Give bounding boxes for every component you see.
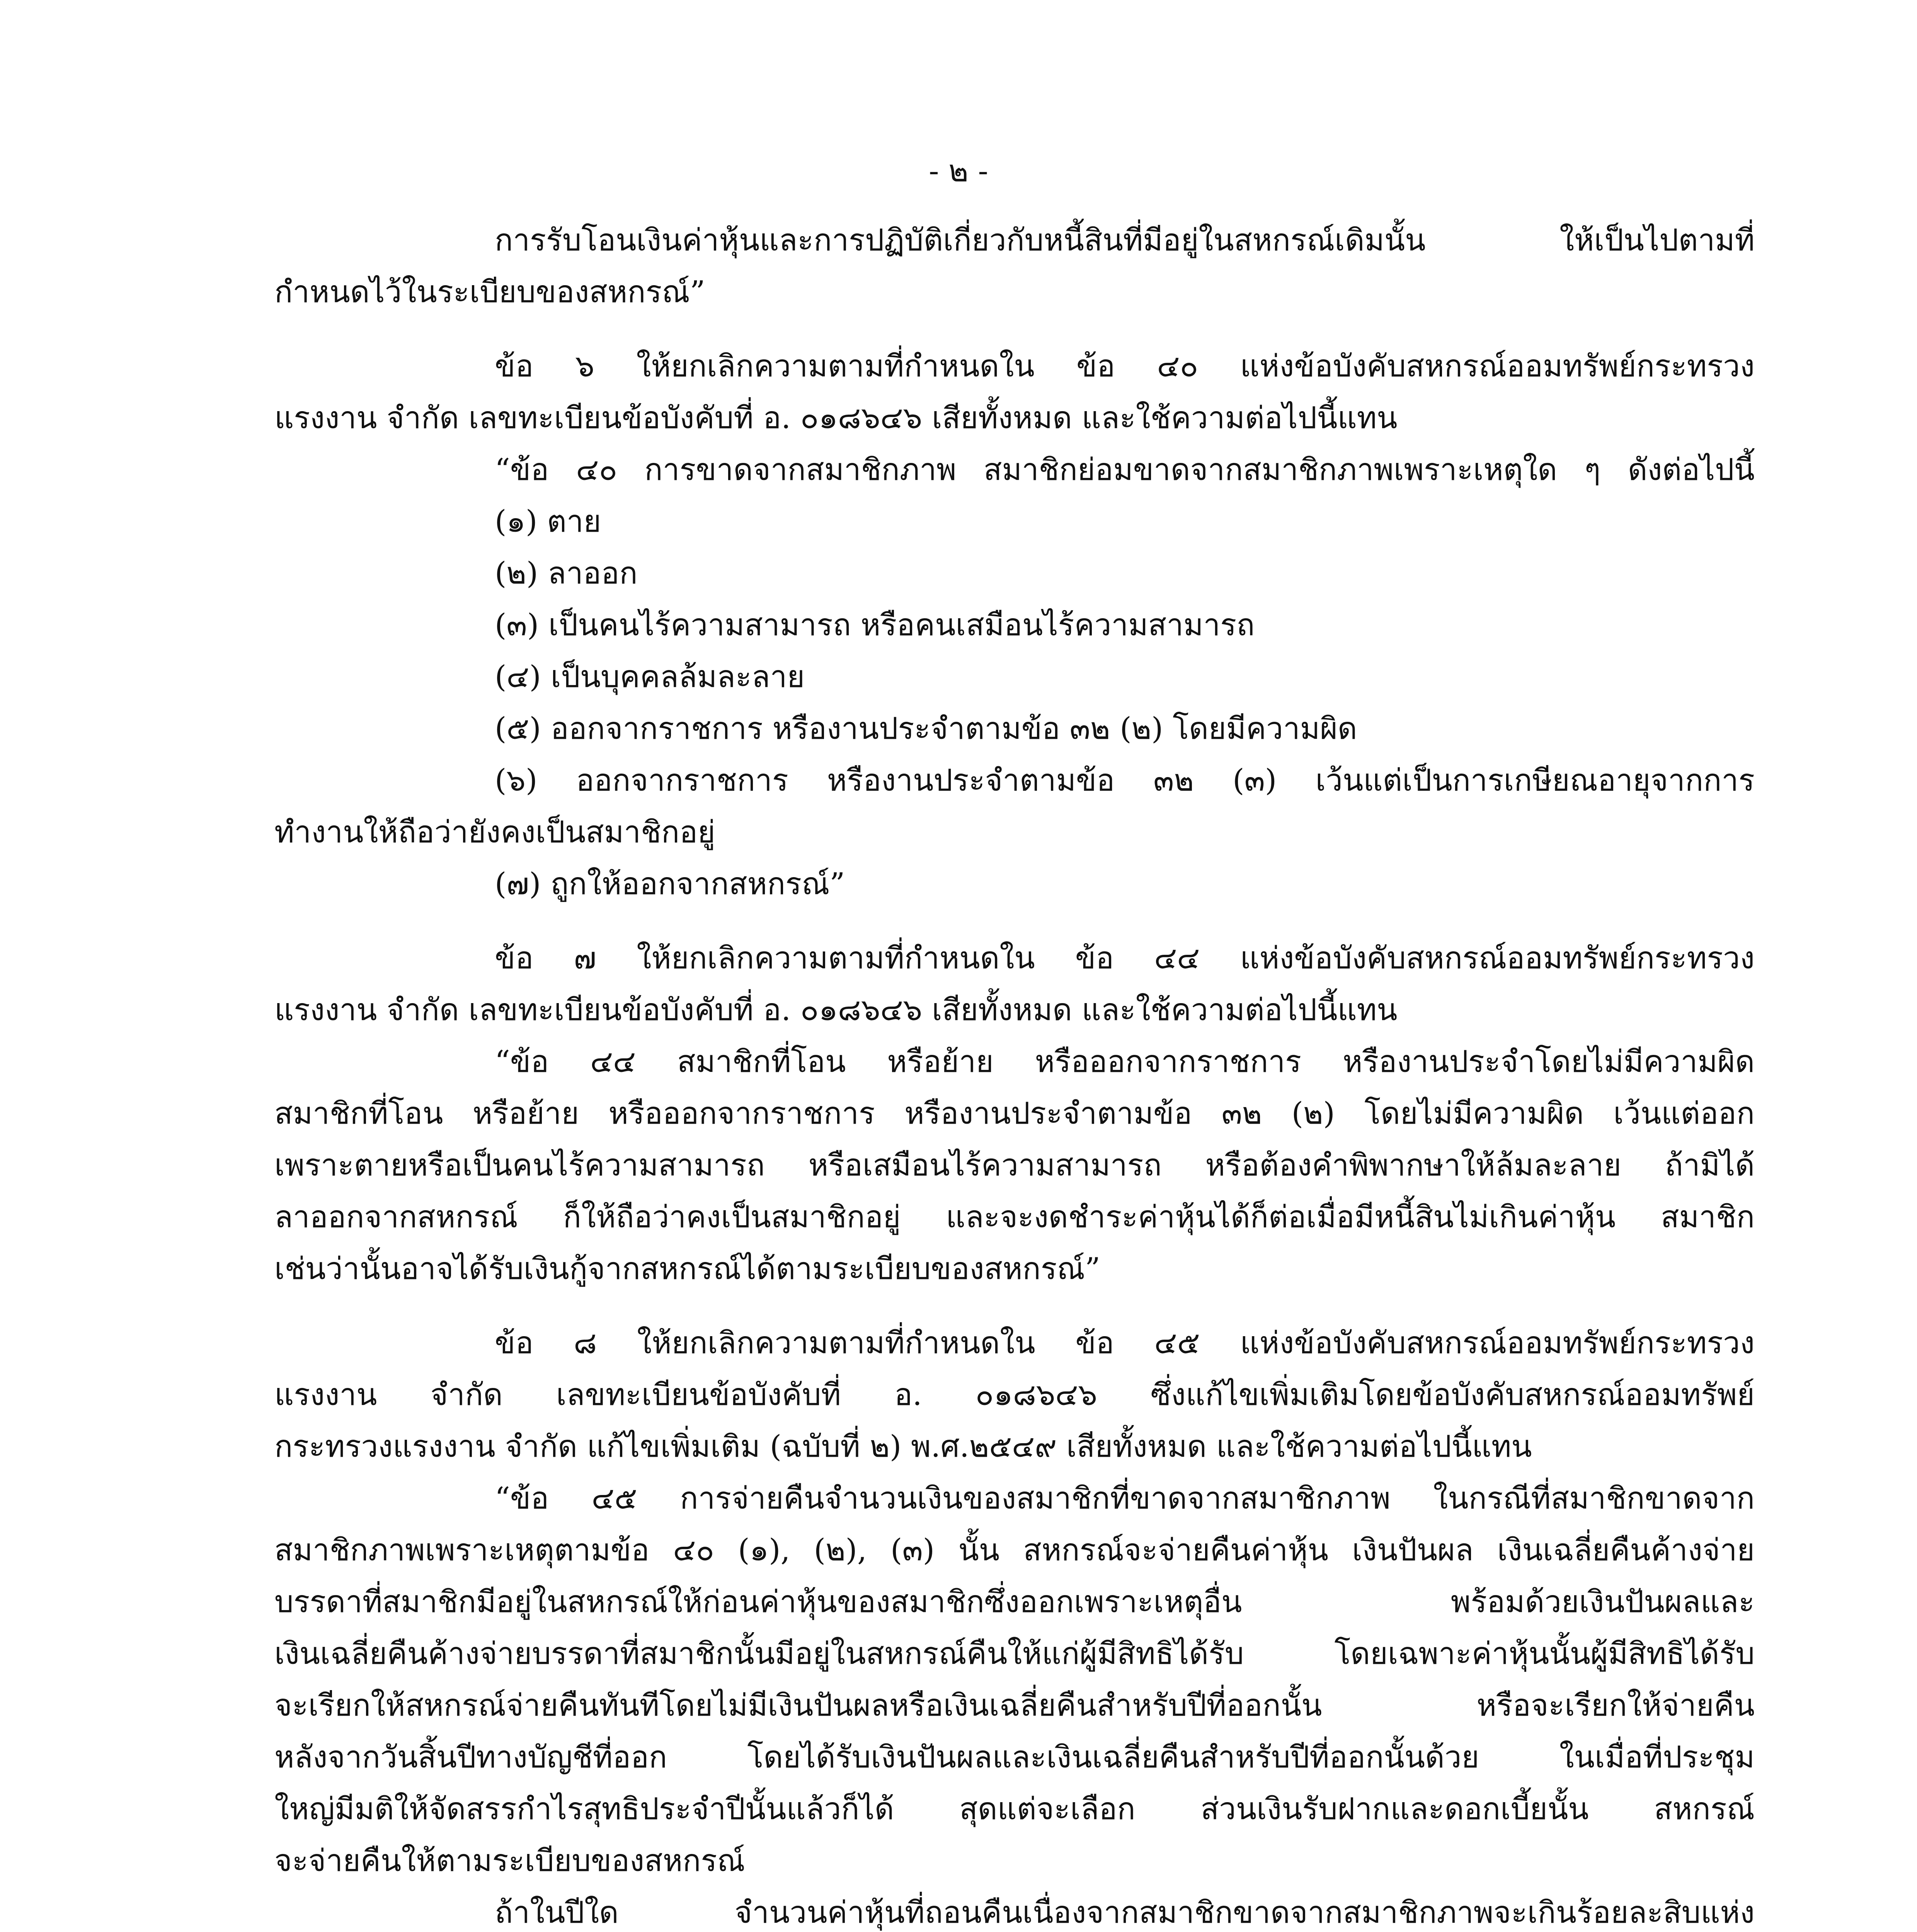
text-line: กระทรวงแรงงาน จำกัด แก้ไขเพิ่มเติม (ฉบับที่ ๒) พ.ศ.๒๕๔๙ เสียทั้งหมด และใช้ความต่อไปนี้แทน <box>274 1429 1532 1464</box>
text-line: สมาชิกที่โอน หรือย้าย หรือออกจากราชการ หรืองานประจำตามข้อ ๓๒ (๒) โดยไม่มีความผิด เว้นแต่ออก <box>274 1096 1755 1131</box>
text-line: แรงงาน จำกัด เลขทะเบียนข้อบังคับที่ อ. ๐๑๘๖๔๖ เสียทั้งหมด และใช้ความต่อไปนี้แทน <box>274 993 1398 1027</box>
text-line: บรรดาที่สมาชิกมีอยู่ในสหกรณ์ให้ก่อนค่าหุ้นของสมาชิกซึ่งออกเพราะเหตุอื่น พร้อมด้วยเงินปันผลและ <box>274 1585 1755 1619</box>
text-line: ข้อ ๖ ให้ยกเลิกความตามที่กำหนดใน ข้อ ๔๐ แห่งข้อบังคับสหกรณ์ออมทรัพย์กระทรวง <box>495 349 1755 384</box>
text-line: (๑) ตาย <box>495 504 601 539</box>
text-line: เงินเฉลี่ยคืนค้างจ่ายบรรดาที่สมาชิกนั้นมีอยู่ในสหกรณ์คืนให้แก่ผู้มีสิทธิได้รับ โดยเฉพาะค่าหุ้นนั้นผู้มีสิทธิได้รับ <box>274 1636 1755 1671</box>
text-line: เพราะตายหรือเป็นคนไร้ความสามารถ หรือเสมือนไร้ความสามารถ หรือต้องคำพิพากษาให้ล้มละลาย ถ้ามิได้ <box>274 1148 1755 1183</box>
text-line: “ข้อ ๔๔ สมาชิกที่โอน หรือย้าย หรือออกจากราชการ หรืองานประจำโดยไม่มีความผิด <box>495 1044 1755 1079</box>
paragraph-gap <box>274 318 1755 340</box>
text-line: (๔) เป็นบุคคลล้มละลาย <box>495 660 805 694</box>
text-line: (๖) ออกจากราชการ หรืองานประจำตามข้อ ๓๒ (๓) เว้นแต่เป็นการเกษียณอายุจากการ <box>495 763 1755 798</box>
text-line: ใหญ่มีมติให้จัดสรรกำไรสุทธิประจำปีนั้นแล้วก็ได้ สุดแต่จะเลือก ส่วนเงินรับฝากและดอกเบี้ยนั้น สหกรณ์ <box>274 1792 1755 1827</box>
text-line: ลาออกจากสหกรณ์ ก็ให้ถือว่าคงเป็นสมาชิกอยู่ และจะงดชำระค่าหุ้นได้ก็ต่อเมื่อมีหนี้สินไม่เกินค่าหุ้น สมาชิก <box>274 1200 1755 1235</box>
text-line: (๗) ถูกให้ออกจากสหกรณ์” <box>495 867 845 901</box>
paragraph-gap <box>274 1295 1755 1317</box>
text-line: (๕) ออกจากราชการ หรืองานประจำตามข้อ ๓๒ (๒) โดยมีความผิด <box>495 711 1357 746</box>
text-line: แรงงาน จำกัด เลขทะเบียนข้อบังคับที่ อ. ๐๑๘๖๔๖ ซึ่งแก้ไขเพิ่มเติมโดยข้อบังคับสหกรณ์ออมทรัพย์ <box>274 1378 1755 1412</box>
text-line: การรับโอนเงินค่าหุ้นและการปฏิบัติเกี่ยวกับหนี้สินที่มีอยู่ในสหกรณ์เดิมนั้น ให้เป็นไปตามที่ <box>495 223 1755 258</box>
document-body <box>274 214 1755 1932</box>
page-number: - ๒ - <box>929 154 988 189</box>
text-line: แรงงาน จำกัด เลขทะเบียนข้อบังคับที่ อ. ๐๑๘๖๔๖ เสียทั้งหมด และใช้ความต่อไปนี้แทน <box>274 401 1398 435</box>
text-line: (๓) เป็นคนไร้ความสามารถ หรือคนเสมือนไร้ความสามารถ <box>495 608 1255 643</box>
text-line: เช่นว่านั้นอาจได้รับเงินกู้จากสหกรณ์ได้ตามระเบียบของสหกรณ์” <box>274 1252 1100 1286</box>
text-line: จะจ่ายคืนให้ตามระเบียบของสหกรณ์ <box>274 1844 745 1878</box>
text-line: “ข้อ ๔๐ การขาดจากสมาชิกภาพ สมาชิกย่อมขาดจากสมาชิกภาพเพราะเหตุใด ๆ ดังต่อไปนี้ <box>495 452 1755 487</box>
text-line: หลังจากวันสิ้นปีทางบัญชีที่ออก โดยได้รับเงินปันผลและเงินเฉลี่ยคืนสำหรับปีที่ออกนั้นด้วย ในเมื่อที่ประชุม <box>274 1740 1755 1775</box>
text-line: ข้อ ๗ ให้ยกเลิกความตามที่กำหนดใน ข้อ ๔๔ แห่งข้อบังคับสหกรณ์ออมทรัพย์กระทรวง <box>495 941 1755 976</box>
text-line: (๒) ลาออก <box>495 556 638 591</box>
text-line: กำหนดไว้ในระเบียบของสหกรณ์” <box>274 275 705 310</box>
text-line: จะเรียกให้สหกรณ์จ่ายคืนทันทีโดยไม่มีเงินปันผลหรือเงินเฉลี่ยคืนสำหรับปีที่ออกนั้น หรือจะเรียกให้จ่ายคืน <box>274 1688 1755 1723</box>
text-line: ถ้าในปีใด จำนวนค่าหุ้นที่ถอนคืนเนื่องจากสมาชิกขาดจากสมาชิกภาพจะเกินร้อยละสิบแห่ง <box>495 1895 1755 1930</box>
text-line: “ข้อ ๔๕ การจ่ายคืนจำนวนเงินของสมาชิกที่ขาดจากสมาชิกภาพ ในกรณีที่สมาชิกขาดจาก <box>495 1481 1755 1516</box>
text-line: ข้อ ๘ ให้ยกเลิกความตามที่กำหนดใน ข้อ ๔๕ แห่งข้อบังคับสหกรณ์ออมทรัพย์กระทรวง <box>495 1326 1755 1361</box>
paragraph-gap <box>274 910 1755 932</box>
text-line: สมาชิกภาพเพราะเหตุตามข้อ ๔๐ (๑), (๒), (๓) นั้น สหกรณ์จะจ่ายคืนค่าหุ้น เงินปันผล เงินเฉลี่ยคืนค้างจ่าย <box>274 1533 1755 1568</box>
text-line: ทำงานให้ถือว่ายังคงเป็นสมาชิกอยู่ <box>274 815 715 850</box>
